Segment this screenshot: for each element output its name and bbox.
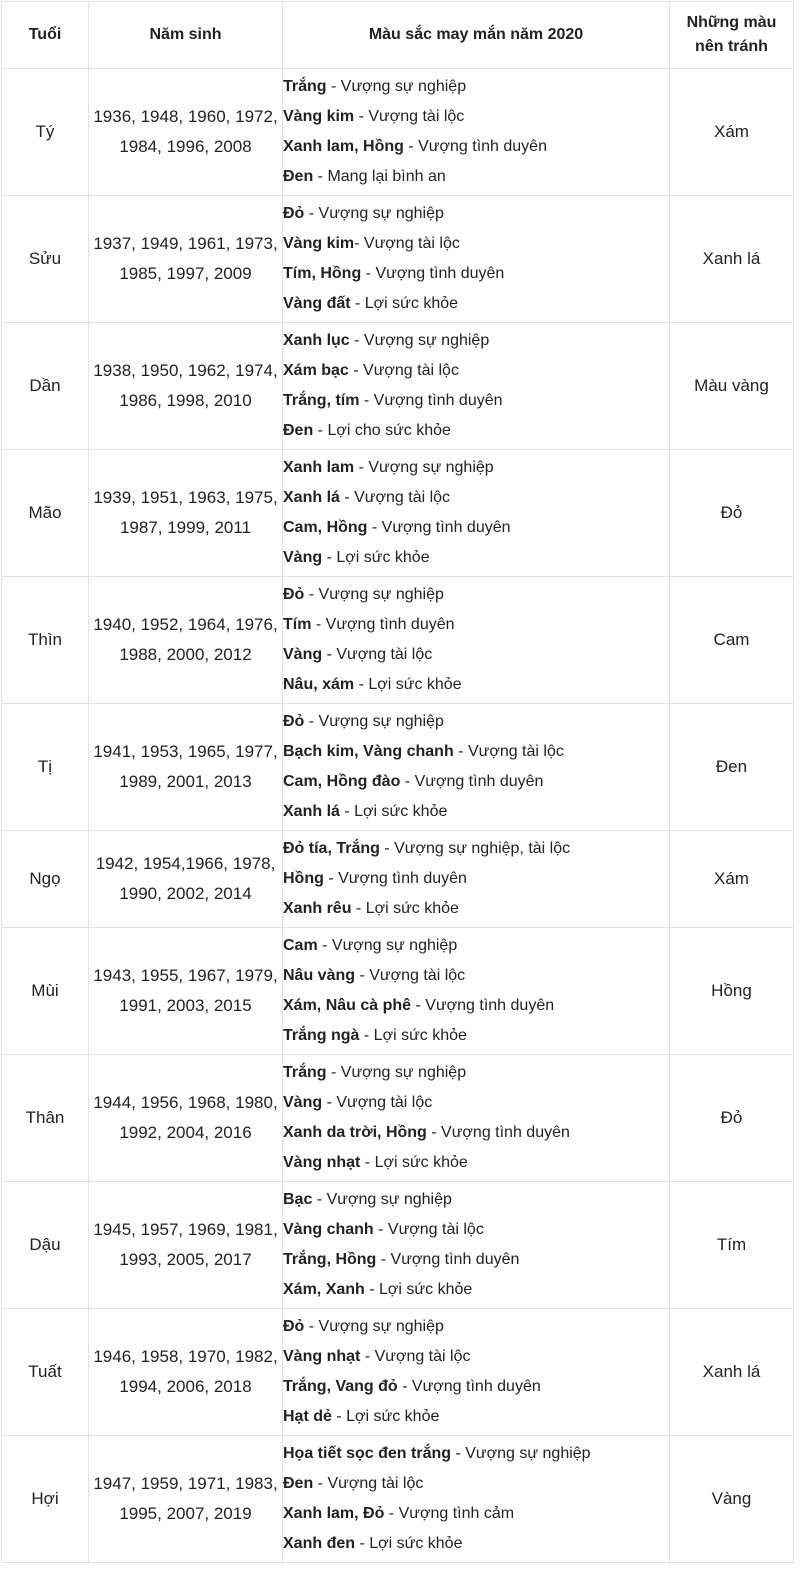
color-meaning: Lợi sức khỏe — [354, 803, 448, 820]
color-name: Vàng nhạt — [283, 1348, 361, 1365]
age-cell: Ngọ — [2, 831, 89, 928]
age-cell: Tuất — [2, 1309, 89, 1436]
color-name: Đỏ — [283, 586, 305, 603]
avoid-color-cell: Tím — [670, 1182, 794, 1309]
separator: - — [322, 646, 337, 663]
color-name: Trắng, Vang đỏ — [283, 1378, 398, 1395]
color-meaning: Lợi sức khỏe — [373, 1027, 467, 1044]
color-meaning: Vượng tài lộc — [369, 967, 466, 984]
lucky-color-line — [283, 513, 669, 543]
birth-years-cell — [89, 196, 283, 323]
color-meaning: Vượng sự nghiệp — [318, 1318, 444, 1335]
separator: - — [331, 1408, 347, 1425]
color-meaning: Lợi sức khỏe — [374, 1154, 468, 1171]
separator: - — [373, 1221, 388, 1238]
separator: - — [359, 392, 374, 409]
color-meaning: Vượng tài lộc — [354, 489, 451, 506]
separator: - — [453, 743, 468, 760]
color-meaning: Vượng tình duyên — [390, 1251, 520, 1268]
separator: - — [312, 1191, 327, 1208]
lucky-color-line — [283, 543, 669, 573]
header-avoid-colors — [670, 2, 794, 69]
color-name: Trắng ngà — [283, 1027, 360, 1044]
avoid-color-cell: Vàng — [670, 1436, 794, 1563]
lucky-color-line — [283, 1312, 669, 1342]
lucky-color-line — [283, 931, 669, 961]
age-cell: Tị — [2, 704, 89, 831]
birth-years-line: 1990, 2002, 2014 — [119, 884, 252, 903]
lucky-color-line — [283, 1021, 669, 1051]
color-name: Xanh lá — [283, 803, 340, 820]
color-name: Xanh lục — [283, 332, 350, 349]
table-row — [2, 577, 794, 704]
lucky-colors-table — [1, 1, 794, 1563]
separator: - — [384, 1505, 399, 1522]
table-row — [2, 1436, 794, 1563]
birth-years-line: 1942, 1954,1966, 1978, — [95, 854, 276, 873]
separator: - — [313, 422, 328, 439]
birth-years-line: 1985, 1997, 2009 — [119, 264, 252, 283]
lucky-color-line — [283, 1275, 669, 1305]
age-cell: Thân — [2, 1055, 89, 1182]
separator: - — [317, 937, 332, 954]
lucky-colors-cell — [283, 450, 670, 577]
age-cell: Mão — [2, 450, 89, 577]
color-name: Trắng — [283, 1064, 327, 1081]
color-name: Đỏ — [283, 205, 305, 222]
color-meaning: Lợi sức khỏe — [365, 900, 459, 917]
lucky-color-line — [283, 229, 669, 259]
color-meaning: Vượng tình duyên — [441, 1124, 570, 1141]
color-name: Đỏ tía, Trắng — [283, 840, 380, 857]
color-meaning: Vượng tình duyên — [425, 997, 555, 1014]
lucky-color-line — [283, 834, 669, 864]
color-name: Đỏ — [283, 713, 305, 730]
avoid-color-cell: Xanh lá — [670, 1309, 794, 1436]
lucky-color-line — [283, 797, 669, 827]
birth-years-line: 1937, 1949, 1961, 1973, — [93, 234, 278, 253]
color-meaning: Vượng sự nghiệp — [318, 586, 444, 603]
lucky-colors-cell — [283, 831, 670, 928]
color-name: Xanh lam, Đỏ — [283, 1505, 385, 1522]
birth-years-line: 1938, 1950, 1962, 1974, — [93, 361, 278, 380]
birth-years-cell — [89, 69, 283, 196]
color-meaning: Vượng tài lộc — [467, 743, 564, 760]
lucky-color-line — [283, 1402, 669, 1432]
table-row — [2, 831, 794, 928]
avoid-color-cell: Đỏ — [670, 1055, 794, 1182]
birth-years-line: 1940, 1952, 1964, 1976, — [93, 615, 278, 634]
color-name: Tím, Hồng — [283, 265, 362, 282]
separator: - — [304, 205, 319, 222]
separator: - — [354, 459, 369, 476]
color-name: Trắng — [283, 78, 327, 95]
lucky-colors-cell — [283, 928, 670, 1055]
separator: - — [326, 1064, 341, 1081]
lucky-color-line — [283, 640, 669, 670]
table-row — [2, 450, 794, 577]
separator: - — [304, 713, 319, 730]
header-lucky-colors: Màu sắc may mắn năm 2020 — [283, 2, 670, 69]
color-meaning: Vượng tình duyên — [418, 138, 547, 155]
separator: - — [326, 78, 341, 95]
color-meaning: Mang lại bình an — [327, 168, 446, 185]
birth-years-line: 1987, 1999, 2011 — [119, 518, 252, 537]
birth-years-line: 1991, 2003, 2015 — [119, 996, 252, 1015]
lucky-colors-cell — [283, 1182, 670, 1309]
color-meaning: Vượng tài lộc — [368, 108, 465, 125]
table-row — [2, 928, 794, 1055]
birth-years-line: 1986, 1998, 2010 — [119, 391, 252, 410]
separator: - — [339, 803, 355, 820]
lucky-color-line — [283, 1529, 669, 1559]
lucky-color-line — [283, 483, 669, 513]
color-meaning: Vượng tài lộc — [363, 362, 459, 379]
lucky-colors-cell — [283, 323, 670, 450]
color-meaning: Vượng tình duyên — [414, 773, 544, 790]
birth-years-line: 1994, 2006, 2018 — [119, 1377, 252, 1396]
birth-years-line: 1944, 1956, 1968, 1980, — [93, 1093, 278, 1112]
lucky-color-line — [283, 670, 669, 700]
age-cell: Thìn — [2, 577, 89, 704]
lucky-colors-cell — [283, 196, 670, 323]
age-cell: Dậu — [2, 1182, 89, 1309]
birth-years-cell — [89, 704, 283, 831]
separator: - — [313, 168, 328, 185]
lucky-color-line — [283, 767, 669, 797]
separator: - — [376, 1251, 391, 1268]
color-name: Xanh đen — [283, 1535, 356, 1552]
birth-years-cell — [89, 928, 283, 1055]
color-meaning: Lợi sức khỏe — [379, 1281, 473, 1298]
separator: - — [400, 773, 415, 790]
separator: - — [322, 1094, 337, 1111]
separator: - — [339, 489, 355, 506]
color-meaning: Vượng tài lộc — [327, 1475, 424, 1492]
color-meaning: Lợi sức khỏe — [368, 676, 462, 693]
lucky-color-line — [283, 162, 669, 192]
color-meaning: Vượng sự nghiệp — [368, 459, 494, 476]
lucky-color-line — [283, 864, 669, 894]
lucky-color-line — [283, 72, 669, 102]
color-meaning: Vượng tình duyên — [411, 1378, 541, 1395]
color-meaning: Vượng sự nghiệp — [318, 713, 444, 730]
color-meaning: Vượng sự nghiệp — [340, 1064, 467, 1081]
birth-years-line: 1943, 1955, 1967, 1979, — [93, 966, 278, 985]
separator: - — [355, 967, 370, 984]
color-name: Đỏ — [283, 1318, 305, 1335]
lucky-color-line — [283, 102, 669, 132]
separator: - — [360, 1154, 375, 1171]
avoid-color-cell: Màu vàng — [670, 323, 794, 450]
age-cell: Tý — [2, 69, 89, 196]
color-meaning: Vượng tình duyên — [325, 616, 455, 633]
separator: - — [323, 870, 339, 887]
separator: - — [426, 1124, 442, 1141]
color-meaning: Vượng sự nghiệp — [326, 1191, 452, 1208]
color-meaning: Lợi sức khỏe — [364, 295, 459, 312]
separator: - — [348, 362, 364, 379]
lucky-color-line — [283, 1499, 669, 1529]
avoid-color-cell: Xám — [670, 69, 794, 196]
color-name: Đen — [283, 168, 314, 185]
color-name: Cam, Hồng đào — [283, 773, 401, 790]
age-cell: Dần — [2, 323, 89, 450]
color-name: Cam, Hồng — [283, 519, 368, 536]
color-name: Xanh da trời, Hồng — [283, 1124, 427, 1141]
table-header-row — [2, 2, 794, 69]
color-name: Nâu vàng — [283, 967, 356, 984]
color-name: Vàng — [283, 1094, 323, 1111]
color-meaning: Vượng sự nghiệp — [318, 205, 444, 222]
color-name: Vàng kim — [283, 235, 355, 252]
color-name: Xám, Xanh — [283, 1281, 365, 1298]
color-name: Đen — [283, 422, 314, 439]
birth-years-cell — [89, 1055, 283, 1182]
header-avoid-label: Những màu nên tránh — [686, 14, 777, 55]
color-meaning: Vượng tài lộc — [363, 235, 460, 252]
lucky-color-line — [283, 356, 669, 386]
birth-years-cell — [89, 1436, 283, 1563]
color-meaning: Vượng sự nghiệp, tài lộc — [394, 840, 571, 857]
lucky-color-line — [283, 259, 669, 289]
separator: - — [304, 586, 319, 603]
table-row — [2, 1182, 794, 1309]
avoid-color-cell: Xanh lá — [670, 196, 794, 323]
color-name: Vàng kim — [283, 108, 355, 125]
lucky-color-line — [283, 326, 669, 356]
lucky-color-line — [283, 1148, 669, 1178]
color-meaning: Vượng tài lộc — [336, 1094, 433, 1111]
color-meaning: Vượng tình duyên — [373, 392, 503, 409]
lucky-color-line — [283, 416, 669, 446]
birth-years-line: 1941, 1953, 1965, 1977, — [93, 742, 278, 761]
table-row — [2, 323, 794, 450]
separator: - — [355, 1535, 370, 1552]
lucky-color-line — [283, 1118, 669, 1148]
separator: - — [354, 676, 369, 693]
color-name: Nâu, xám — [283, 676, 355, 693]
color-name: Xám bạc — [283, 362, 349, 379]
color-meaning: Vượng tình duyên — [338, 870, 467, 887]
color-name: Bạc — [283, 1191, 313, 1208]
lucky-color-line — [283, 289, 669, 319]
birth-years-line: 1995, 2007, 2019 — [119, 1504, 252, 1523]
color-name: Hạt dẻ — [283, 1408, 332, 1425]
color-name: Vàng đất — [283, 295, 351, 312]
lucky-color-line — [283, 610, 669, 640]
color-name: Đen — [283, 1475, 314, 1492]
avoid-color-cell: Đỏ — [670, 450, 794, 577]
age-cell: Sửu — [2, 196, 89, 323]
lucky-color-line — [283, 199, 669, 229]
separator: - — [360, 1348, 375, 1365]
lucky-color-line — [283, 1342, 669, 1372]
table-row — [2, 196, 794, 323]
color-meaning: Vượng tài lộc — [336, 646, 433, 663]
lucky-color-line — [283, 894, 669, 924]
birth-years-line: 1989, 2001, 2013 — [119, 772, 252, 791]
color-name: Bạch kim, Vàng chanh — [283, 743, 454, 760]
birth-years-cell — [89, 831, 283, 928]
avoid-color-cell: Đen — [670, 704, 794, 831]
birth-years-line: 1945, 1957, 1969, 1981, — [93, 1220, 278, 1239]
color-name: Vàng — [283, 549, 323, 566]
color-name: Xanh lá — [283, 489, 340, 506]
separator: - — [354, 108, 369, 125]
lucky-color-line — [283, 737, 669, 767]
lucky-color-line — [283, 1469, 669, 1499]
table-row — [2, 704, 794, 831]
age-cell: Hợi — [2, 1436, 89, 1563]
separator: - — [354, 235, 364, 252]
color-name: Xanh rêu — [283, 900, 352, 917]
color-name: Xanh lam — [283, 459, 355, 476]
separator: - — [311, 616, 326, 633]
separator: - — [451, 1445, 466, 1462]
lucky-colors-cell — [283, 69, 670, 196]
separator: - — [350, 295, 365, 312]
color-meaning: Lợi sức khỏe — [369, 1535, 463, 1552]
color-meaning: Vượng tình cảm — [398, 1505, 515, 1522]
lucky-color-line — [283, 961, 669, 991]
table-row — [2, 69, 794, 196]
lucky-color-line — [283, 1245, 669, 1275]
lucky-colors-cell — [283, 577, 670, 704]
color-meaning: Vượng tình duyên — [375, 265, 505, 282]
lucky-color-line — [283, 1215, 669, 1245]
birth-years-line: 1993, 2005, 2017 — [119, 1250, 252, 1269]
birth-years-line: 1936, 1948, 1960, 1972, — [93, 107, 278, 126]
header-years: Năm sinh — [89, 2, 283, 69]
color-name: Trắng, Hồng — [283, 1251, 377, 1268]
color-meaning: Vượng sự nghiệp — [340, 78, 467, 95]
birth-years-line: 1992, 2004, 2016 — [119, 1123, 252, 1142]
color-meaning: Lợi cho sức khỏe — [327, 422, 451, 439]
lucky-color-line — [283, 1088, 669, 1118]
separator: - — [411, 997, 426, 1014]
color-meaning: Vượng sự nghiệp — [465, 1445, 591, 1462]
color-name: Họa tiết sọc đen trắng — [283, 1445, 452, 1462]
color-meaning: Vượng sự nghiệp — [331, 937, 458, 954]
table-row — [2, 1309, 794, 1436]
color-meaning: Lợi sức khỏe — [346, 1408, 440, 1425]
separator: - — [349, 332, 364, 349]
birth-years-line: 1988, 2000, 2012 — [119, 645, 252, 664]
birth-years-line: 1939, 1951, 1963, 1975, — [93, 488, 278, 507]
lucky-color-line — [283, 991, 669, 1021]
table-body — [2, 69, 794, 1563]
birth-years-cell — [89, 1309, 283, 1436]
lucky-color-line — [283, 386, 669, 416]
color-name: Tím — [283, 616, 312, 633]
separator: - — [351, 900, 366, 917]
separator: - — [403, 138, 419, 155]
birth-years-line: 1947, 1959, 1971, 1983, — [93, 1474, 278, 1493]
separator: - — [359, 1027, 374, 1044]
lucky-color-line — [283, 1439, 669, 1469]
lucky-colors-cell — [283, 1436, 670, 1563]
table-row — [2, 1055, 794, 1182]
color-meaning: Vượng tài lộc — [374, 1348, 471, 1365]
birth-years-cell — [89, 1182, 283, 1309]
color-name: Hồng — [283, 870, 324, 887]
color-name: Xanh lam, Hồng — [283, 138, 404, 155]
separator: - — [361, 265, 376, 282]
separator: - — [367, 519, 382, 536]
lucky-color-line — [283, 1185, 669, 1215]
lucky-color-line — [283, 1372, 669, 1402]
age-cell: Mùi — [2, 928, 89, 1055]
birth-years-cell — [89, 577, 283, 704]
separator: - — [313, 1475, 328, 1492]
separator: - — [364, 1281, 380, 1298]
lucky-colors-cell — [283, 1309, 670, 1436]
color-name: Vàng chanh — [283, 1221, 374, 1238]
color-name: Vàng — [283, 646, 323, 663]
birth-years-cell — [89, 450, 283, 577]
color-meaning: Lợi sức khỏe — [336, 549, 430, 566]
separator: - — [304, 1318, 319, 1335]
lucky-colors-cell — [283, 704, 670, 831]
lucky-color-line — [283, 132, 669, 162]
color-name: Cam — [283, 937, 318, 954]
birth-years-line: 1984, 1996, 2008 — [119, 137, 252, 156]
birth-years-line: 1946, 1958, 1970, 1982, — [93, 1347, 278, 1366]
avoid-color-cell: Hồng — [670, 928, 794, 1055]
color-name: Xám, Nâu cà phê — [283, 997, 412, 1014]
lucky-color-line — [283, 580, 669, 610]
separator: - — [322, 549, 337, 566]
color-meaning: Vượng tài lộc — [387, 1221, 484, 1238]
color-meaning: Vượng tình duyên — [381, 519, 511, 536]
separator: - — [397, 1378, 412, 1395]
color-name: Vàng nhạt — [283, 1154, 361, 1171]
lucky-color-line — [283, 707, 669, 737]
color-name: Trắng, tím — [283, 392, 360, 409]
separator: - — [379, 840, 395, 857]
color-meaning: Vượng sự nghiệp — [363, 332, 490, 349]
header-age: Tuổi — [2, 2, 89, 69]
birth-years-cell — [89, 323, 283, 450]
lucky-colors-cell — [283, 1055, 670, 1182]
lucky-color-line — [283, 1058, 669, 1088]
avoid-color-cell: Cam — [670, 577, 794, 704]
avoid-color-cell: Xám — [670, 831, 794, 928]
lucky-color-line — [283, 453, 669, 483]
